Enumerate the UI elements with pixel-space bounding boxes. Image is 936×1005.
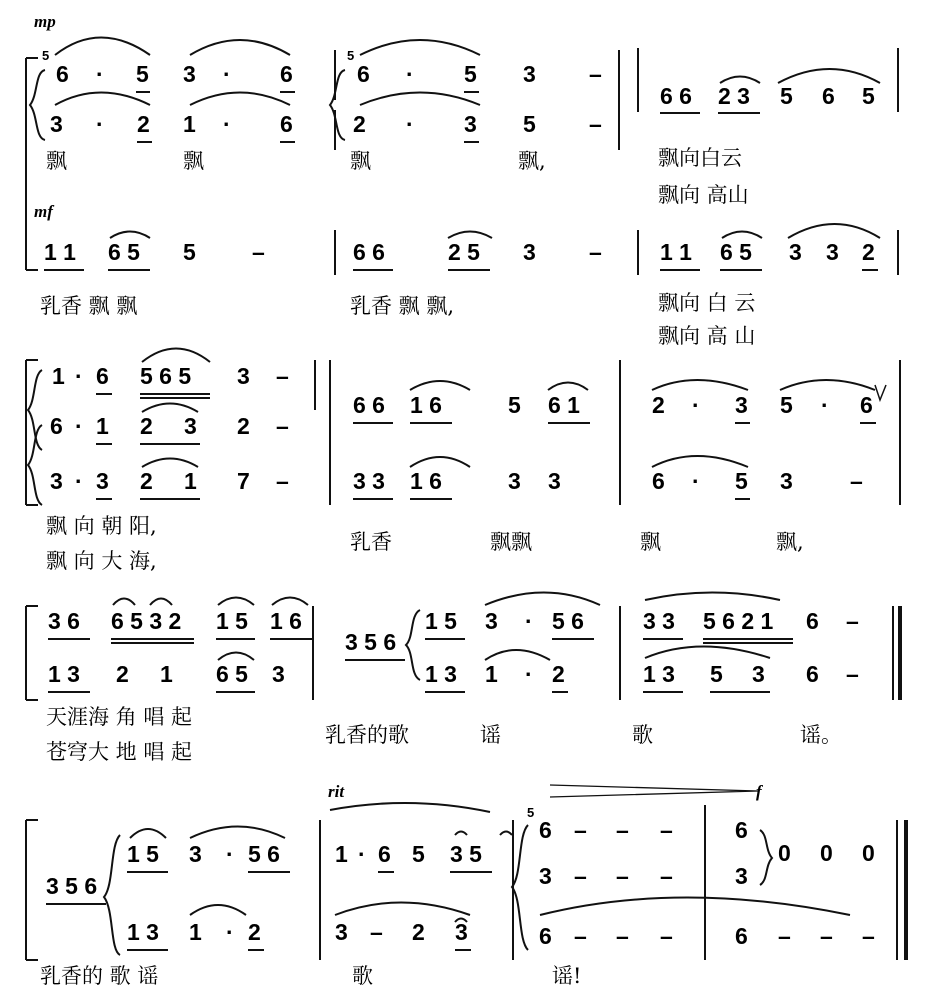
dynamic-mark: f (756, 782, 762, 801)
note-text: 1 (335, 841, 348, 867)
lyric-text: 乳香的 歌 谣 (40, 964, 159, 988)
note-text: 3 (523, 239, 536, 265)
lyric-text: 飘, (776, 530, 804, 554)
note-text: 1 3 (48, 661, 80, 687)
note-text: 6 (378, 841, 391, 867)
note-text: 6 (806, 661, 819, 687)
note-text: 3 3 (643, 608, 675, 634)
note-text: 6 (96, 363, 109, 389)
lyric-text: 谣。 (800, 723, 842, 747)
note-text: 2 5 (448, 239, 480, 265)
note-text: 3 (826, 239, 839, 265)
note-text: · (226, 919, 234, 945)
lyric-text: 天涯海 角 唱 起 (46, 705, 193, 729)
lyric-text: 飘向 高 山 (658, 324, 756, 348)
lyric-text: 飘 向 大 海, (46, 549, 157, 573)
note-text: 2 (137, 111, 150, 137)
note-text: · (96, 111, 104, 137)
note-text: 3 (780, 468, 793, 494)
note-text: 3 (96, 468, 109, 494)
lyric-text: 歌 (632, 723, 653, 747)
note-text: 3 (184, 413, 197, 439)
note-text: · (223, 111, 231, 137)
note-text: · (75, 413, 83, 439)
note-text: – (820, 923, 833, 949)
note-text: 5 6 (552, 608, 584, 634)
note-text: · (525, 661, 533, 687)
system-4 (40, 782, 875, 988)
note-text: 5 (523, 111, 536, 137)
dynamic-mark: mf (34, 202, 53, 221)
note-text: – (616, 817, 629, 843)
note-text: 1 3 (643, 661, 675, 687)
note-text: · (75, 363, 83, 389)
note-text: 1 (96, 413, 109, 439)
note-text: – (850, 468, 863, 494)
note-text: 1 1 (44, 239, 76, 265)
note-text: · (358, 841, 366, 867)
note-text: 3 3 (353, 468, 385, 494)
lyric-text: 飘向白云 (658, 146, 742, 170)
note-text: 6 (860, 392, 873, 418)
note-text: – (574, 863, 587, 889)
lyric-text: 飘飘 (490, 530, 532, 554)
note-text: 3 (50, 111, 63, 137)
note-text: – (660, 923, 673, 949)
note-text: – (589, 111, 602, 137)
note-text: 0 (820, 840, 833, 866)
note-text: 1 3 (425, 661, 457, 687)
lyric-text: 乳香 飘 飘, (350, 294, 455, 318)
note-text: 3 5 6 (345, 629, 397, 655)
note-text: 5 (780, 83, 793, 109)
lyric-text: 飘 (183, 149, 204, 173)
note-text: 3 (539, 863, 552, 889)
lyric-text: 谣 (480, 723, 501, 747)
note-text: 2 (140, 413, 153, 439)
note-text: · (821, 392, 829, 418)
note-text: 5 6 5 (140, 363, 192, 389)
note-text: 2 (353, 111, 366, 137)
note-text: – (846, 608, 859, 634)
note-text: 6 (652, 468, 665, 494)
note-text: 1 6 (410, 392, 442, 418)
note-text: 3 (752, 661, 765, 687)
note-text: 1 (183, 111, 196, 137)
note-text: 6 6 (353, 392, 385, 418)
note-text: – (660, 863, 673, 889)
lyric-text: 飘, (518, 149, 546, 173)
note-text: 6 (280, 111, 293, 137)
note-text: 3 (183, 61, 196, 87)
dynamic-mark: rit (328, 782, 345, 801)
note-text: · (226, 841, 234, 867)
note-text: 5 6 (248, 841, 280, 867)
note-text: – (862, 923, 875, 949)
note-text: 5 (136, 61, 149, 87)
note-text: 2 (248, 919, 261, 945)
staff-lines (26, 38, 906, 961)
note-text: · (96, 61, 104, 87)
lyric-text: 乳香 (350, 530, 392, 554)
note-text: 6 (56, 61, 69, 87)
note-text: 3 5 (450, 841, 482, 867)
note-text: – (574, 817, 587, 843)
note-text: 6 1 (548, 392, 580, 418)
note-text: 5 (527, 805, 535, 820)
note-text: – (846, 661, 859, 687)
note-text: 5 (183, 239, 196, 265)
system-1 (34, 12, 875, 348)
note-text: · (223, 61, 231, 87)
note-text: 2 (412, 919, 425, 945)
note-text: 5 (347, 48, 355, 63)
note-text: · (525, 608, 533, 634)
note-text: 1 1 (660, 239, 692, 265)
note-text: 3 (335, 919, 348, 945)
note-text: · (406, 111, 414, 137)
note-text: 3 (237, 363, 250, 389)
lyric-text: 飘 (640, 530, 661, 554)
note-text: 6 (735, 817, 748, 843)
note-text: – (589, 61, 602, 87)
note-text: 6 6 (660, 83, 692, 109)
note-text: – (276, 468, 289, 494)
note-text: 1 (52, 363, 65, 389)
note-text: · (692, 392, 700, 418)
note-text: 0 (778, 840, 791, 866)
note-text: 1 3 (127, 919, 159, 945)
lyric-text: 飘 (46, 149, 67, 173)
note-text: 6 (822, 83, 835, 109)
note-text: 6 (806, 608, 819, 634)
note-text: 2 (652, 392, 665, 418)
note-text: · (406, 61, 414, 87)
note-text: 6 (280, 61, 293, 87)
note-text: 3 (189, 841, 202, 867)
note-text: 3 (485, 608, 498, 634)
note-text: – (574, 923, 587, 949)
note-text: – (778, 923, 791, 949)
note-text: 6 (357, 61, 370, 87)
note-text: 5 (464, 61, 477, 87)
note-text: 6 (539, 923, 552, 949)
note-text: 3 (50, 468, 63, 494)
note-text: 6 5 (108, 239, 140, 265)
note-text: 3 (508, 468, 521, 494)
note-text: 6 (539, 817, 552, 843)
note-text: 3 (272, 661, 285, 687)
note-text: 2 (862, 239, 875, 265)
note-text: 1 (189, 919, 202, 945)
note-text: 1 (485, 661, 498, 687)
system-3 (46, 608, 859, 764)
lyric-text: 苍穹大 地 唱 起 (46, 740, 193, 764)
note-text: 2 (140, 468, 153, 494)
lyric-text: 歌 (352, 964, 373, 988)
note-text: 2 (237, 413, 250, 439)
lyric-text: 谣! (552, 964, 582, 988)
note-text: 1 5 (425, 608, 457, 634)
note-text: 6 (735, 923, 748, 949)
lyric-text: 飘 向 朝 阳, (46, 514, 157, 538)
note-text: 5 (508, 392, 521, 418)
note-text: – (370, 919, 383, 945)
note-text: · (692, 468, 700, 494)
note-text: 3 (464, 111, 477, 137)
note-text: 3 (789, 239, 802, 265)
lyric-text: 飘 (350, 149, 371, 173)
lyric-text: 乳香的歌 (325, 723, 409, 747)
note-text: – (276, 363, 289, 389)
note-text: 6 5 (216, 661, 248, 687)
note-text: 3 (735, 863, 748, 889)
note-text: 5 (862, 83, 875, 109)
note-text: 3 (548, 468, 561, 494)
lyric-text: 飘向 高山 (658, 183, 749, 207)
dynamic-mark: mp (34, 12, 56, 31)
lyric-text: 乳香 飘 飘 (40, 294, 138, 318)
note-text: 3 6 (48, 608, 80, 634)
note-text: – (616, 863, 629, 889)
note-text: – (660, 817, 673, 843)
note-text: – (589, 239, 602, 265)
note-text: 7 (237, 468, 250, 494)
note-text: 5 (710, 661, 723, 687)
note-text: 3 5 6 (46, 873, 98, 899)
note-text: 2 3 (718, 83, 750, 109)
note-text: 6 5 (720, 239, 752, 265)
note-text: 0 (862, 840, 875, 866)
note-text: 5 (780, 392, 793, 418)
note-text: 2 (552, 661, 565, 687)
note-text: 6 (50, 413, 63, 439)
note-text: 5 6 2 1 (703, 608, 774, 634)
note-text: 1 5 (216, 608, 248, 634)
note-text: 1 (160, 661, 173, 687)
note-text: 6 6 (353, 239, 385, 265)
note-text: 6 5 3 2 (111, 608, 182, 634)
note-text: 1 (184, 468, 197, 494)
note-text: 3 (455, 919, 468, 945)
note-text: 2 (116, 661, 129, 687)
lyric-text: 飘向 白 云 (658, 291, 756, 315)
note-text: 1 6 (410, 468, 442, 494)
note-text: – (252, 239, 265, 265)
note-text: 5 (412, 841, 425, 867)
note-text: 1 6 (270, 608, 302, 634)
note-text: 5 (42, 48, 50, 63)
note-text: 1 5 (127, 841, 159, 867)
note-text: 5 (735, 468, 748, 494)
note-text: 3 (523, 61, 536, 87)
note-text: 3 (735, 392, 748, 418)
note-text: – (616, 923, 629, 949)
note-text: · (75, 468, 83, 494)
note-text: – (276, 413, 289, 439)
